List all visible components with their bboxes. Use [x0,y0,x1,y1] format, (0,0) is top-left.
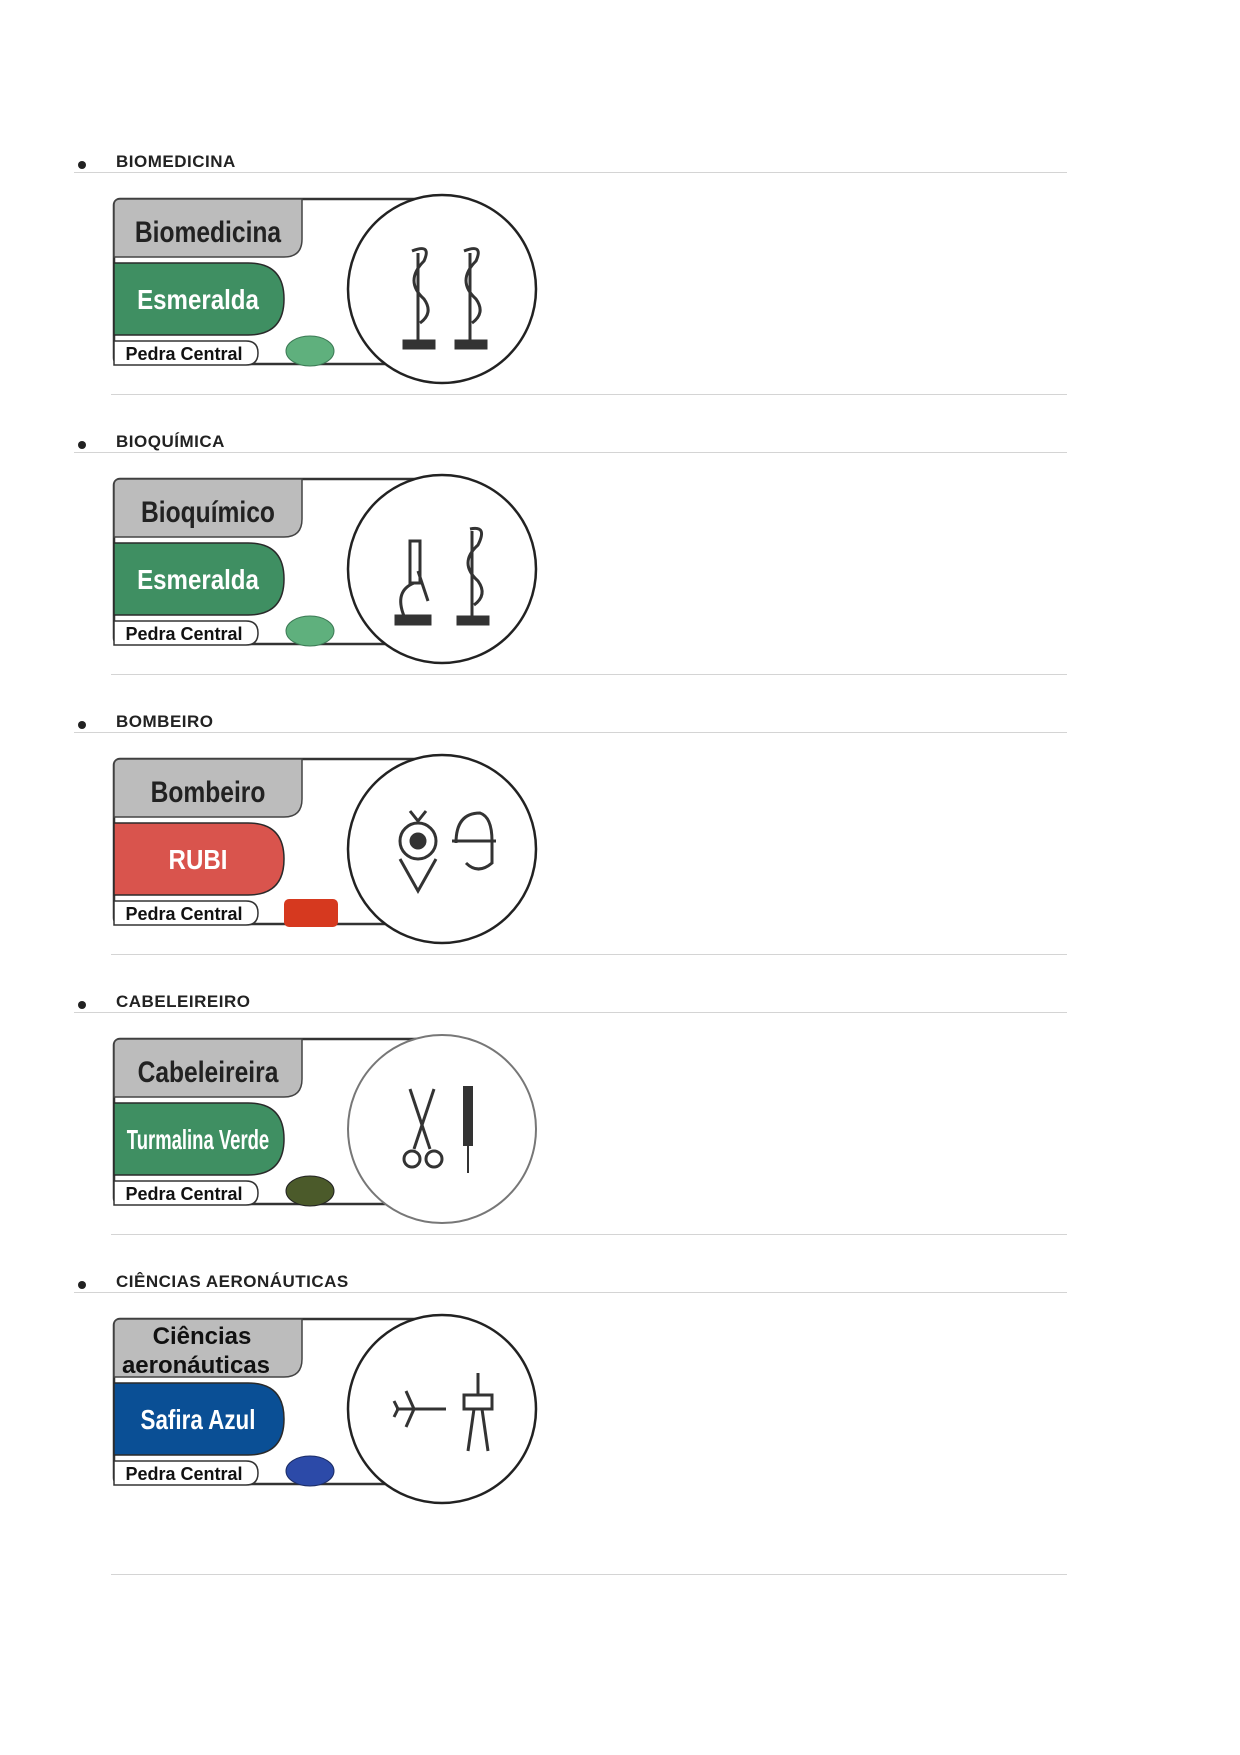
center-label: Pedra Central [125,1184,243,1204]
divider [111,394,1067,395]
ring-face [348,1035,536,1223]
center-label: Pedra Central [125,904,243,924]
course-name: Biomedicina [134,214,282,249]
course-name: Bioquímico [141,494,275,529]
divider [111,954,1067,955]
gem-icon [286,616,334,646]
stone-name: Safira Azul [140,1404,256,1436]
center-label: Pedra Central [125,344,243,364]
divider [74,1292,1067,1293]
course-name: Bombeiro [150,774,266,809]
divider [111,674,1067,675]
section-heading: BOMBEIRO [116,712,214,731]
course-name-line1: Ciências [152,1323,252,1350]
ring-card [112,191,552,391]
ring-face [348,475,536,663]
bullet-icon [78,441,86,449]
section-heading: CABELEIREIRO [116,992,251,1011]
section-heading: CIÊNCIAS AERONÁUTICAS [116,1272,349,1291]
bullet-icon [78,1001,86,1009]
ring-face [348,755,536,943]
gem-icon [286,1456,334,1486]
divider [74,452,1067,453]
ring-face [348,195,536,383]
gem-icon [286,336,334,366]
ring-card [112,751,552,951]
center-label: Pedra Central [125,624,243,644]
divider [74,1012,1067,1013]
bullet-icon [78,1281,86,1289]
course-name: Cabeleireira [137,1054,279,1089]
ring-card [112,1311,552,1511]
section-heading: BIOQUÍMICA [116,432,225,451]
center-label: Pedra Central [125,1464,243,1484]
bullet-icon [78,161,86,169]
ring-card [112,1031,552,1231]
stone-name: Esmeralda [137,283,259,316]
stone-name: Esmeralda [137,563,259,596]
divider [74,172,1067,173]
stone-name: RUBI [168,843,228,876]
course-name-line2: aeronáuticas [121,1352,271,1379]
divider [111,1574,1067,1575]
bullet-icon [78,721,86,729]
divider [111,1234,1067,1235]
stone-name: Turmalina Verde [126,1125,270,1157]
gem-icon [284,899,338,927]
gem-icon [286,1176,334,1206]
section-heading: BIOMEDICINA [116,152,236,171]
divider [74,732,1067,733]
ring-card [112,471,552,671]
